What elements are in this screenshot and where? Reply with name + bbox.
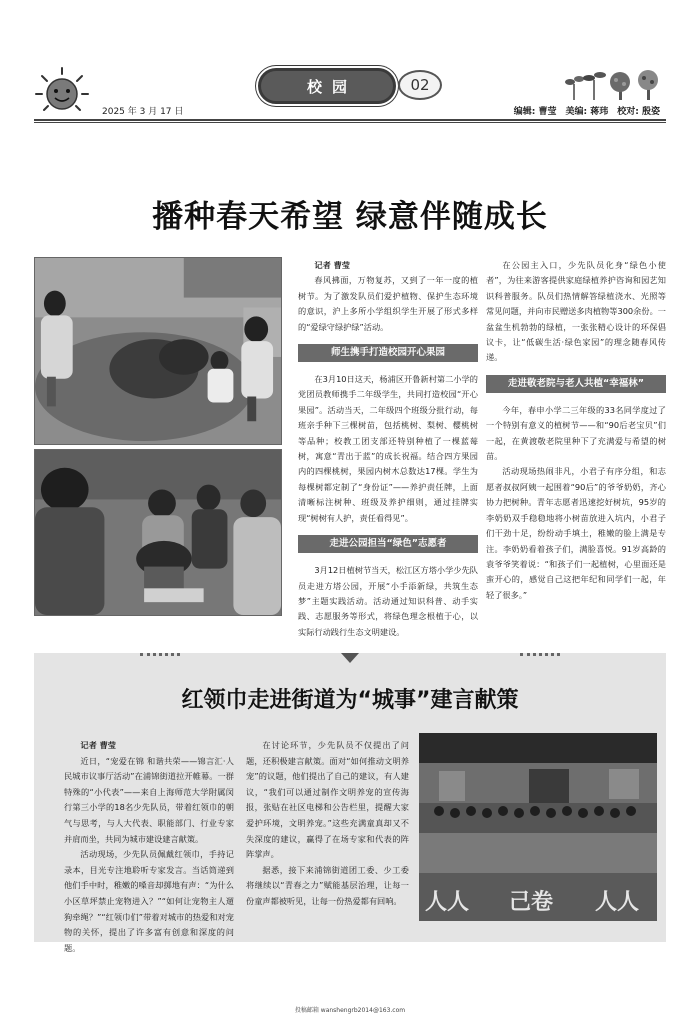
article2-byline: 记者 曹莹 bbox=[80, 740, 116, 750]
section-title: 校园 bbox=[306, 77, 357, 96]
subheading-nursing-home: 走进敬老院与老人共植“幸福林” bbox=[486, 375, 666, 393]
article1-column-middle bbox=[298, 258, 478, 637]
panel-dots-left bbox=[140, 653, 180, 657]
article2-column-middle bbox=[246, 738, 409, 910]
park-paragraph-2: 在公园主入口，少先队员化身“绿色小使者”，为往来游客提供家庭绿植养护咨询和园艺知识科普服务。队员们热情解答绿植浇水、光照等常见问题，并向市民赠送多肉植物等300余份。一盆盆生机勃勃的绿植，一张张精心设计的环保倡议卡，让“低碳生活·绿色家园”的理念随春风传递。 bbox=[486, 260, 666, 363]
header-rule bbox=[34, 119, 666, 123]
editor-credits: 编辑: 曹莹 美编: 蒋玮 校对: 殷姿 bbox=[513, 107, 660, 117]
panel-notch bbox=[341, 653, 359, 663]
orchard-paragraph: 在3月10日这天，杨浦区开鲁新村第二小学的党团员教师携手二年级学生，共同打造校园“开心果园”。活动当天，二年级四个班级分批行动，每班亲手种下三棵树苗，包括桃树、梨树、樱桃树等品种；校教工团支部还特别种植了一棵蓝莓树，寓意“青出于蓝”的成长祝福。结合四方果园内的四棵桃树，果园内树木总数达17棵。学生为每棵树都定制了“身份证”——养护责任牌，上面清晰标注树种、班级及养护细则，通过挂牌实现“树树有人护，责任看得见”。 bbox=[298, 374, 478, 523]
article1-column-right bbox=[486, 258, 666, 603]
svg-text:人人: 人人 bbox=[425, 890, 470, 915]
subheading-park-volunteers: 走进公园担当“绿色”志愿者 bbox=[298, 535, 478, 553]
article1-intro: 春风拂面，万物复苏，又到了一年一度的植树节。为了激发队员们爱护植物、保护生态环境的意识，沪上多所小学组织学生开展了形式多样的“爱绿守绿护绿”活动。 bbox=[298, 275, 478, 332]
sun-smiley-icon bbox=[34, 66, 90, 114]
svg-text:人人: 人人 bbox=[595, 890, 640, 915]
nursing-home-paragraph-1: 今年，春申小学二三年级的33名同学度过了一个特别有意义的植树节——和“90后老宝贝”们一起，在黄渡敬老院里种下了充满爱与希望的树苗。 bbox=[486, 404, 666, 462]
article1-title: 播种春天希望 绿意伴随成长 bbox=[152, 199, 548, 235]
page-number: 02 bbox=[410, 76, 430, 94]
park-paragraph-1: 3月12日植树节当天，松江区方塔小学少先队员走进方塔公园，开展“小手添新绿，共筑生态梦”主题实践活动。活动通过知识科普、动手实践、志愿服务等形式，将绿色理念根植于心，以实际行动践行生态文明建设。 bbox=[298, 565, 478, 637]
photo-kids-with-plants bbox=[34, 449, 282, 616]
article2-paragraph-4: 据悉，接下来浦锦街道团工委、少工委将继续以“青春之力”赋能基层治理，让每一份童声都被听见，让每一份热爱都有回响。 bbox=[246, 864, 409, 906]
page-number-badge bbox=[398, 70, 442, 100]
photo-council-meeting bbox=[419, 733, 657, 921]
issue-date: 2025 年 3 月 17 日 bbox=[102, 107, 184, 117]
article2-title: 红领巾走进街道为“城事”建言献策 bbox=[181, 688, 519, 713]
plants-trees-icon bbox=[566, 66, 666, 102]
article2-column-left bbox=[64, 738, 234, 956]
subheading-orchard: 师生携手打造校园开心果园 bbox=[298, 344, 478, 362]
nursing-home-paragraph-2: 活动现场热闹非凡，小君子有序分组，和志愿者叔叔阿姨一起围着“90后”的爷爷奶奶，齐心协力把树种。青年志愿者迅速挖好树坑，95岁的李奶奶双手稳稳地将小树苗放进入坑内，小君子们干劲十足，纷纷动手填土，稚嫩的脸上满是专注。李奶奶看着孩子们，满脸喜悦。91岁高龄的袁爷爷笑着说：“和孩子们一起植树，心里面还是蛮开心的，感觉自己这把年纪和同学们一起，年轻了很多。” bbox=[486, 466, 666, 600]
photo-planting-trees bbox=[34, 257, 282, 445]
article1-byline: 记者 曹莹 bbox=[314, 260, 350, 270]
section-badge bbox=[258, 68, 396, 104]
article2-paragraph-2: 活动现场，少先队员佩戴红领巾，手持记录本，目光专注地聆听专家发言。当话筒递到他们手中时，稚嫩的嗓音却掷地有声：“为什么小区草坪禁止宠物进入？”“如何让宠物主人遛狗牵绳？”“红领巾们”带着对城市的热爱和对宠物的关怀，提出了许多富有创意和深度的问题。 bbox=[64, 849, 234, 953]
svg-text:己卷: 己卷 bbox=[509, 890, 554, 915]
article2-paragraph-3: 在讨论环节，少先队员不仅提出了问题，还积极建言献策。面对“如何推动文明养宠”的议题，他们提出了自己的建议，有人建议，“我们可以通过制作文明养宠的宣传海报，张贴在社区电梯和公告栏里，提醒大家爱护环境，文明养宠。”这些充满童真却又不失深度的建议，赢得了在场专家和代表的阵阵掌声。 bbox=[246, 740, 409, 860]
article2-paragraph-1: 近日，“宠爱在锦 和谐共荣——锦言汇·人民城市议事厅活动”在浦锦街道拉开帷幕。一群特殊的“小代表”——来自上海师范大学附属闵行第三小学的18名少先队员，带着红领巾的朝气与思考，与人大代表、职能部门、行业专家并肩而坐，共同为城市建设建言献策。 bbox=[64, 755, 234, 844]
panel-dots-right bbox=[520, 653, 560, 657]
footer-contact: 投稿邮箱 wanshengrb2014@163.com bbox=[294, 1007, 406, 1014]
